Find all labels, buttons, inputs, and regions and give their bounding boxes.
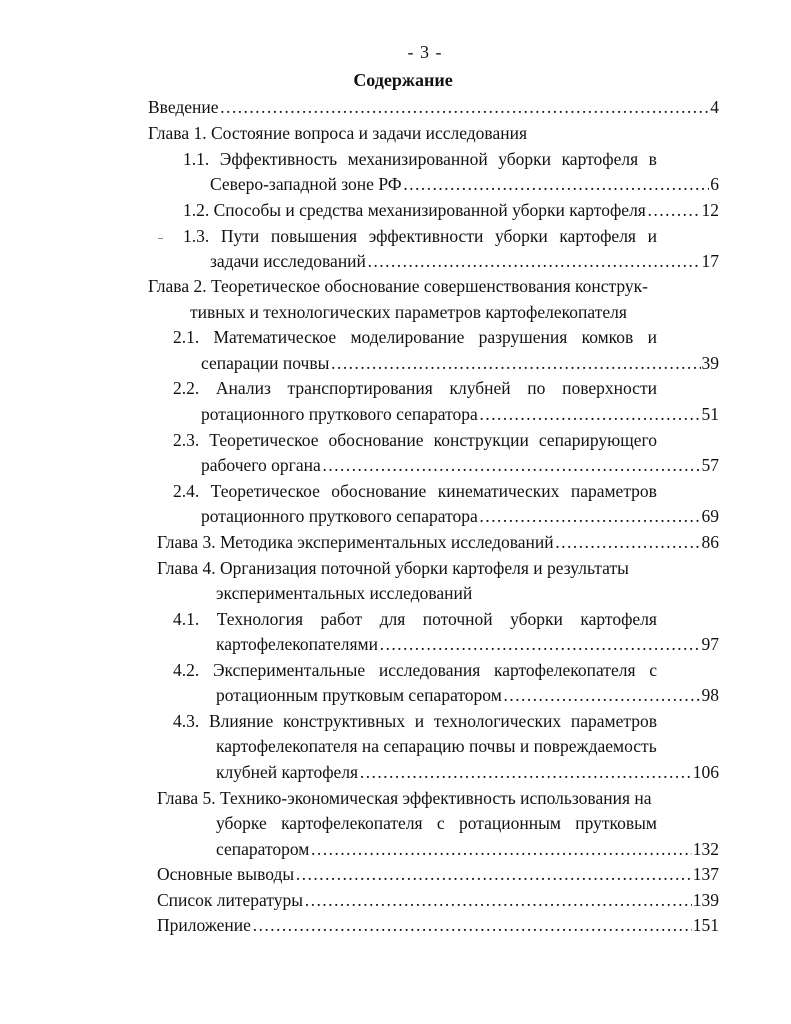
page-ref: 39 bbox=[701, 353, 719, 373]
toc-entry-1-3: 1.3. Пути повышения эффективности уборки картофеля и bbox=[183, 226, 657, 246]
dot-leader bbox=[330, 351, 700, 375]
page-ref: 4 bbox=[710, 97, 719, 117]
dot-leader bbox=[479, 504, 701, 528]
dot-leader bbox=[555, 530, 701, 554]
page-ref: 69 bbox=[701, 506, 719, 526]
dot-leader bbox=[367, 249, 701, 273]
dot-leader bbox=[479, 402, 701, 426]
dot-leader bbox=[310, 837, 691, 861]
toc-chapter-4: Глава 4. Организация поточной уборки картофеля и результаты bbox=[157, 558, 629, 578]
toc-entry-4-1: 4.1. Технология работ для поточной уборки картофеля bbox=[173, 609, 657, 629]
toc-chapter-3: Глава 3. Методика экспериментальных исследований …………………………………………………………………………………………………………………………………………………………………… 86 bbox=[157, 530, 719, 554]
page-ref: 6 bbox=[710, 174, 719, 194]
dot-leader bbox=[503, 683, 701, 707]
toc-entry-2-3-cont: рабочего органа …………………………………………………………………………………………………………………………………………………………………… 57 bbox=[201, 453, 719, 477]
page-ref: 57 bbox=[701, 455, 719, 475]
scan-mark bbox=[158, 238, 163, 239]
dot-leader bbox=[647, 198, 701, 222]
toc-entry-1-1-cont: Северо-западной зоне РФ …………………………………………………………………………………………………………………………………………………………………… 6 bbox=[210, 172, 719, 196]
toc-entry-2-3: 2.3. Теоретическое обоснование конструкции сепарирующего bbox=[173, 430, 657, 450]
page-ref: 137 bbox=[692, 864, 719, 884]
page-ref: 106 bbox=[692, 762, 719, 782]
toc-entry-appendix: Приложение …………………………………………………………………………………………………………………………………………………………………… 151 bbox=[157, 913, 719, 937]
toc-entry-conclusions: Основные выводы …………………………………………………………………………………………………………………………………………………………………… 137 bbox=[157, 862, 719, 886]
toc-entry-1-1: 1.1. Эффективность механизированной уборки картофеля в bbox=[183, 149, 657, 169]
page-ref: 17 bbox=[701, 251, 719, 271]
toc-entry-4-1-cont: картофелекопателями …………………………………………………………………………………………………………………………………………………………………… 97 bbox=[216, 632, 719, 656]
dot-leader bbox=[403, 172, 710, 196]
page-ref: 151 bbox=[692, 915, 719, 935]
toc-entry-1-2: 1.2. Способы и средства механизированной уборки картофеля …………………………………………………………………………………………………………………………………………………………………… 12 bbox=[183, 198, 719, 222]
dot-leader bbox=[359, 760, 692, 784]
page-number: - 3 - bbox=[407, 42, 443, 62]
dot-leader bbox=[295, 862, 692, 886]
page-ref: 51 bbox=[701, 404, 719, 424]
dot-leader bbox=[252, 913, 692, 937]
toc-chapter-4-cont: экспериментальных исследований bbox=[216, 583, 473, 603]
toc-chapter-2: Глава 2. Теоретическое обоснование совершенствования конструк- bbox=[148, 276, 648, 296]
toc-entry-2-2-cont: ротационного пруткового сепаратора …………………………………………………………………………………………………………………………………………………………………… 51 bbox=[201, 402, 719, 426]
page-ref: 86 bbox=[701, 532, 719, 552]
toc-entry-2-1: 2.1. Математическое моделирование разрушения комков и bbox=[173, 327, 657, 347]
toc-entry-references: Список литературы …………………………………………………………………………………………………………………………………………………………………… 139 bbox=[157, 888, 719, 912]
toc-title: Содержание bbox=[353, 70, 453, 90]
dot-leader bbox=[379, 632, 701, 656]
page-ref: 98 bbox=[701, 685, 719, 705]
toc-chapter-1: Глава 1. Состояние вопроса и задачи исследования bbox=[148, 123, 528, 143]
toc-entry-1-3-cont: задачи исследований …………………………………………………………………………………………………………………………………………………………………… 17 bbox=[210, 249, 719, 273]
toc-entry-4-3-cont: картофелекопателя на сепарацию почвы и повреждаемость bbox=[216, 736, 657, 756]
toc-chapter-2-cont: тивных и технологических параметров картофелекопателя bbox=[190, 302, 627, 322]
toc-entry-2-1-cont: сепарации почвы …………………………………………………………………………………………………………………………………………………………………… 39 bbox=[201, 351, 719, 375]
page-ref: 139 bbox=[692, 890, 719, 910]
dot-leader bbox=[322, 453, 701, 477]
toc-entry-4-3-cont2: клубней картофеля …………………………………………………………………………………………………………………………………………………………………… 106 bbox=[216, 760, 719, 784]
page-ref: 132 bbox=[692, 839, 719, 859]
page-ref: 97 bbox=[701, 634, 719, 654]
toc-entry-4-3: 4.3. Влияние конструктивных и технологических параметров bbox=[173, 711, 657, 731]
toc-entry-intro: Введение …………………………………………………………………………………………………………………………………………………………………… 4 bbox=[148, 95, 719, 119]
toc-entry-2-2: 2.2. Анализ транспортирования клубней по поверхности bbox=[173, 378, 657, 398]
page-ref: 12 bbox=[701, 200, 719, 220]
dot-leader bbox=[304, 888, 692, 912]
toc-entry-4-2: 4.2. Экспериментальные исследования картофелекопателя с bbox=[173, 660, 657, 680]
toc-chapter-5: Глава 5. Технико-экономическая эффективность использования на bbox=[157, 788, 652, 808]
dot-leader bbox=[220, 95, 710, 119]
toc-entry-4-2-cont: ротационным прутковым сепаратором …………………………………………………………………………………………………………………………………………………………………… 98 bbox=[216, 683, 719, 707]
toc-chapter-5-cont: уборке картофелекопателя с ротационным прутковым bbox=[216, 813, 657, 833]
toc-entry-2-4-cont: ротационного пруткового сепаратора …………………………………………………………………………………………………………………………………………………………………… 69 bbox=[201, 504, 719, 528]
toc-chapter-5-cont2: сепаратором …………………………………………………………………………………………………………………………………………………………………… 132 bbox=[216, 837, 719, 861]
toc-entry-2-4: 2.4. Теоретическое обоснование кинематических параметров bbox=[173, 481, 657, 501]
